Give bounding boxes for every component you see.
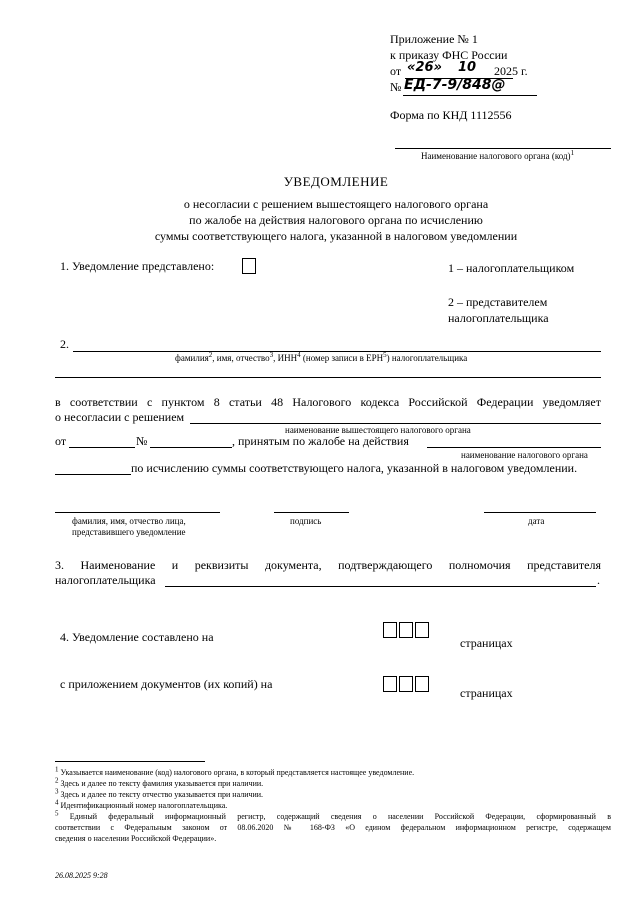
signer-name-line[interactable]	[55, 512, 220, 513]
attach-count-box-1[interactable]	[383, 676, 397, 692]
from-label: от	[55, 434, 67, 448]
signature-caption: подпись	[290, 516, 322, 526]
higher-authority-caption: наименование вышестоящего налогового органа	[285, 425, 471, 435]
appendix-order: к приказу ФНС России	[390, 48, 508, 62]
section3-line1: 3. Наименование и реквизиты документа, подтверждающего полномочия представителя	[55, 558, 601, 572]
section3-end: .	[597, 573, 600, 587]
signer-caption-line2: представившего уведомление	[72, 527, 186, 537]
section4-label: 4. Уведомление составлено на	[60, 630, 214, 644]
appendix-date-prefix: от	[390, 64, 402, 78]
footnote-5-line2: соответствии с Федеральным законом от 08.06.2020 № 168-ФЗ «О едином федеральном информационном регистре, содержащем	[55, 823, 611, 832]
signature-line[interactable]	[274, 512, 349, 513]
accepted-text: , принятым по жалобе на действия	[232, 434, 409, 448]
section2-name-line[interactable]	[73, 351, 601, 352]
number-field-line[interactable]	[150, 447, 232, 448]
higher-authority-line[interactable]	[190, 423, 601, 424]
tax-authority-caption: Наименование налогового органа (код)$^1$	[421, 149, 575, 161]
section1-option2-line2: налогоплательщика	[448, 311, 549, 325]
attach-label: с приложением документов (их копий) на	[60, 677, 273, 691]
footnote-3: $^3$ Здесь и далее по тексту отчество указывается при наличии.	[55, 787, 264, 799]
subtitle-line-1: о несогласии с решением вышестоящего налогового органа	[183, 197, 489, 211]
footnote-separator	[55, 761, 205, 762]
page-count-box-1[interactable]	[383, 622, 397, 638]
print-timestamp: 26.08.2025 9:28	[55, 871, 108, 880]
section2-caption: фамилия$^2$, имя, отчество$^3$, ИНН$^4$ (номер записи в ЕРН$^5$) налогоплательщика	[175, 351, 468, 363]
subtitle-line-3: суммы соответствующего налога, указанной в налоговом уведомлении	[154, 229, 518, 243]
appendix-number-prefix: №	[390, 80, 402, 94]
section1-option2-line1: 2 – представителем	[448, 295, 548, 309]
tax-authority-line	[395, 148, 611, 149]
number-underline	[403, 95, 537, 96]
footnote-2: $^2$ Здесь и далее по тексту фамилия указывается при наличии.	[55, 776, 264, 788]
section1-option1: 1 – налогоплательщиком	[448, 261, 575, 275]
section4-pages: страницах	[460, 636, 513, 650]
section2-para-line1: в соответствии с пунктом 8 статьи 48 Налогового кодекса Российской Федерации уведомляет	[55, 395, 601, 409]
appendix-date-month: 10	[458, 60, 477, 75]
page-count-box-2[interactable]	[399, 622, 413, 638]
section2-number: 2.	[60, 337, 69, 351]
appendix-date-year: 2025 г.	[494, 64, 528, 78]
section1-label: 1. Уведомление представлено:	[60, 259, 215, 273]
attach-count-box-3[interactable]	[415, 676, 429, 692]
section2-extra-line[interactable]	[55, 377, 601, 378]
appendix-title: Приложение № 1	[390, 32, 478, 46]
page-count-box-3[interactable]	[415, 622, 429, 638]
number-label: №	[136, 434, 148, 448]
footnote-5-line3: сведения о населении Российской Федерации».	[55, 834, 217, 843]
footnote-4: $^4$ Идентификационный номер налогоплательщика.	[55, 798, 228, 810]
calc-text: по исчислению суммы соответствующего налога, указанной в налоговом уведомлении.	[131, 461, 578, 475]
tax-authority-field-caption: наименование налогового органа	[461, 450, 588, 460]
signer-caption-line1: фамилия, имя, отчество лица,	[72, 516, 186, 526]
document-title: УВЕДОМЛЕНИЕ	[283, 174, 389, 189]
date-field-line[interactable]	[69, 447, 135, 448]
submitter-type-box[interactable]	[242, 258, 256, 274]
footnote-1: $^1$ Указывается наименование (код) налогового органа, в который представляется настоящее уведомление.	[55, 765, 415, 777]
section3-field-line[interactable]	[165, 586, 596, 587]
section3-line2: налогоплательщика	[55, 573, 156, 587]
subtitle-line-2: по жалобе на действия налогового органа по исчислению	[189, 213, 483, 227]
tax-code-field-line[interactable]	[55, 474, 131, 475]
section2-para-line2: о несогласии с решением	[55, 410, 185, 424]
appendix-number-handwritten: ЕД-7-9/848@	[404, 77, 506, 93]
attach-count-box-2[interactable]	[399, 676, 413, 692]
attach-pages: страницах	[460, 686, 513, 700]
form-code: Форма по КНД 1112556	[390, 108, 512, 122]
tax-authority-field-line[interactable]	[427, 447, 601, 448]
appendix-date-day: «26»	[407, 60, 442, 75]
footnote-5-line1: $^5$ Единый федеральный информационный регистр, содержащий сведения о населении Российской Федерации, сформированный в	[55, 809, 612, 821]
date-caption: дата	[528, 516, 545, 526]
date-line[interactable]	[484, 512, 596, 513]
